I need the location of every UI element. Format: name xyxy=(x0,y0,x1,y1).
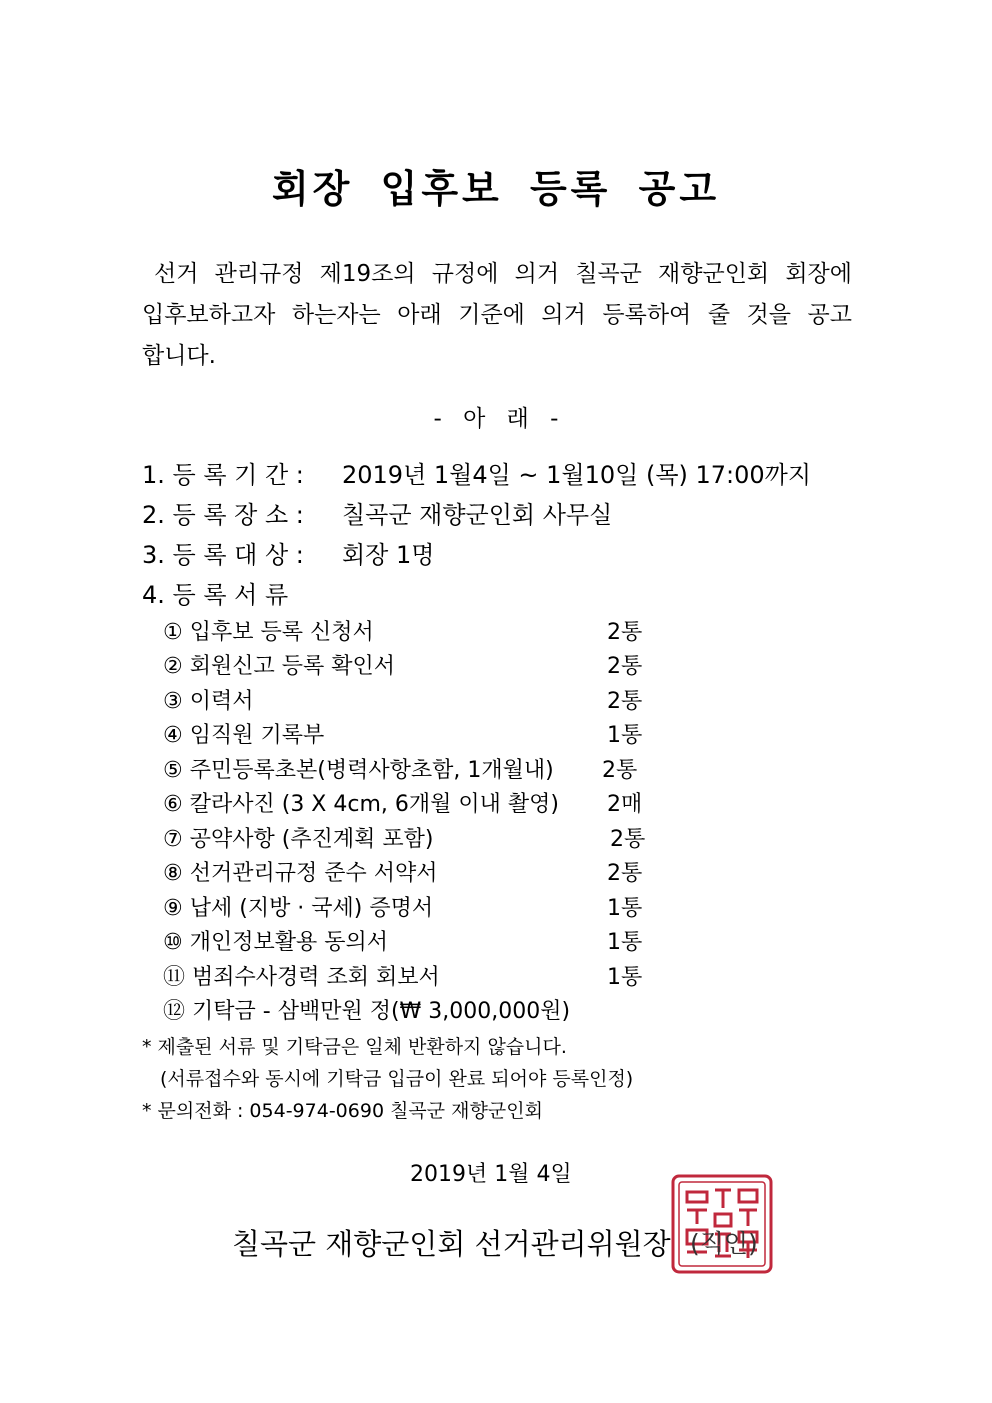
doc-num: ⑨ xyxy=(163,896,183,921)
field-target xyxy=(142,535,434,570)
doc-name: 공약사항 (추진계획 포함) xyxy=(189,827,434,852)
doc-count: 2통 xyxy=(607,689,643,714)
doc-name: 이력서 xyxy=(189,689,254,714)
doc-count: 1통 xyxy=(607,723,643,748)
page-title: 회장 입후보 등록 공고 xyxy=(271,167,721,211)
field-documents xyxy=(142,575,288,610)
list-item xyxy=(163,684,254,715)
doc-name: 칼라사진 (3 X 4cm, 6개월 이내 촬영) xyxy=(189,792,559,817)
doc-count: 2통 xyxy=(607,654,643,679)
doc-num: ② xyxy=(163,654,183,679)
signature: 칠곡군 재향군인회 선거관리위원장 xyxy=(232,1227,671,1261)
doc-name: 기탁금 - 삼백만원 정(₩ 3,000,000원) xyxy=(192,999,571,1024)
doc-num: ④ xyxy=(163,723,183,748)
list-item xyxy=(163,649,395,680)
doc-count: 2통 xyxy=(607,620,643,645)
list-item xyxy=(163,925,388,956)
doc-name: 입후보 등록 신청서 xyxy=(189,620,374,645)
doc-num: ① xyxy=(163,620,183,645)
doc-count: 2통 xyxy=(602,758,638,783)
list-item xyxy=(163,891,433,922)
doc-num: ⑫ xyxy=(163,999,186,1024)
doc-num: ⑤ xyxy=(163,758,183,783)
list-item xyxy=(163,994,570,1025)
doc-name: 개인정보활용 동의서 xyxy=(189,930,388,955)
list-item xyxy=(163,718,324,749)
doc-name: 회원신고 등록 확인서 xyxy=(189,654,395,679)
doc-num: ⑦ xyxy=(163,827,183,852)
doc-name: 납세 (지방 · 국세) 증명서 xyxy=(189,896,434,921)
field-place-label: 2. 등 록 장 소 : xyxy=(142,501,304,529)
notice-date: 2019년 1월 4일 xyxy=(410,1162,572,1187)
list-item xyxy=(163,787,559,818)
intro-line-1: 선거 관리규정 제19조의 규정에 의거 칠곡군 재향군인회 회장에 xyxy=(154,261,852,287)
field-target-label: 3. 등 록 대 상 : xyxy=(142,541,304,569)
intro-paragraph xyxy=(142,254,852,377)
doc-num: ⑩ xyxy=(163,930,183,955)
intro-line-3: 합니다. xyxy=(142,343,216,369)
section-heading: - 아 래 - xyxy=(433,406,559,432)
list-item xyxy=(163,960,440,991)
doc-count: 2통 xyxy=(610,827,646,852)
intro-line-2: 입후보하고자 하는자는 아래 기준에 의거 등록하여 줄 것을 공고 xyxy=(142,302,852,328)
doc-count: 1통 xyxy=(607,896,643,921)
doc-num: ⑪ xyxy=(163,965,186,990)
seal-label: (직인) xyxy=(690,1229,758,1258)
doc-name: 범죄수사경력 조회 회보서 xyxy=(192,965,440,990)
list-item xyxy=(163,615,374,646)
doc-count: 1통 xyxy=(607,965,643,990)
field-period-label: 1. 등 록 기 간 : xyxy=(142,461,304,489)
field-period xyxy=(142,455,811,490)
note-deposit-condition: (서류접수와 동시에 기탁금 입금이 완료 되어야 등록인정) xyxy=(160,1068,634,1090)
field-documents-label: 4. 등 록 서 류 xyxy=(142,581,289,609)
field-place-value: 칠곡군 재향군인회 사무실 xyxy=(342,501,613,529)
doc-name: 선거관리규정 준수 서약서 xyxy=(189,861,438,886)
field-place xyxy=(142,495,612,530)
doc-count: 1통 xyxy=(607,930,643,955)
doc-count: 2매 xyxy=(607,792,643,817)
list-item xyxy=(163,753,554,784)
field-period-value: 2019년 1월4일 ~ 1월10일 (목) 17:00까지 xyxy=(342,461,812,489)
list-item xyxy=(163,822,433,853)
doc-num: ③ xyxy=(163,689,183,714)
doc-name: 임직원 기록부 xyxy=(189,723,325,748)
doc-name: 주민등록초본(병력사항초함, 1개월내) xyxy=(189,758,554,783)
field-target-value: 회장 1명 xyxy=(342,541,435,569)
note-contact: * 문의전화 : 054-974-0690 칠곡군 재향군인회 xyxy=(142,1100,543,1122)
doc-num: ⑥ xyxy=(163,792,183,817)
doc-num: ⑧ xyxy=(163,861,183,886)
list-item xyxy=(163,856,438,887)
note-no-refund: * 제출된 서류 및 기탁금은 일체 반환하지 않습니다. xyxy=(142,1036,567,1058)
doc-count: 2통 xyxy=(607,861,643,886)
